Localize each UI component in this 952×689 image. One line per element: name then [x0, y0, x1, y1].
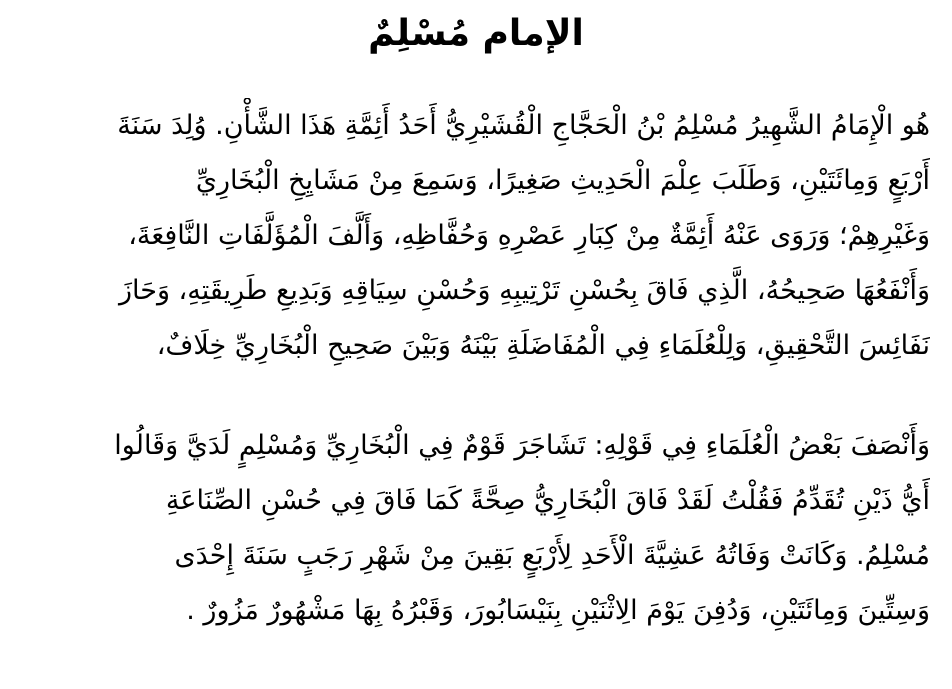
paragraph-biography — [20, 98, 930, 373]
text-line: هُو الْإِمَامُ الشَّهِيرُ مُسْلِمُ بْنُ الْحَجَّاجِ الْقُشَيْرِيُّ أَحَدُ أَئِمَّةِ هَذَا الشَّأْنِ. وُلِدَ سَنَةَ — [117, 110, 930, 141]
text-line: أَرْبَعٍ وَمِائَتَيْنِ، وَطَلَبَ عِلْمَ الْحَدِيثِ صَغِيرًا، وَسَمِعَ مِنْ مَشَايِخِ الْبُخَارِيِّ — [195, 165, 930, 196]
text-line: مُسْلِمُ. وَكَانَتْ وَفَاتُهُ عَشِيَّةَ الْأَحَدِ لِأَرْبَعٍ بَقِينَ مِنْ شَهْرِ رَجَبٍ سَنَةَ إِحْدَى — [174, 540, 930, 571]
text-line: وَأَنْفَعُهَا صَحِيحُهُ، الَّذِي فَاقَ بِحُسْنِ تَرْتِيبِهِ وَحُسْنِ سِيَاقِهِ وَبَدِيعِ طَرِيقَتِهِ، وَحَازَ — [118, 275, 930, 306]
paragraph-verdict-and-death — [20, 418, 930, 638]
document-title: الإمام مُسْلِمٌ — [368, 13, 584, 54]
text-line: وَسِتِّينَ وَمِائَتَيْنِ، وَدُفِنَ يَوْمَ الِاثْنَيْنِ بِنَيْسَابُورَ، وَقَبْرُهُ بِهَا مَشْهُورٌ مَزُورٌ . — [186, 595, 930, 626]
text-line: وَغَيْرِهِمْ؛ وَرَوَى عَنْهُ أَئِمَّةٌ مِنْ كِبَارِ عَصْرِهِ وَحُفَّاظِهِ، وَأَلَّفَ الْمُؤَلَّفَاتِ النَّافِعَةَ، — [128, 220, 930, 251]
text-line: نَفَائِسَ التَّحْقِيقِ، وَلِلْعُلَمَاءِ فِي الْمُفَاضَلَةِ بَيْنَهُ وَبَيْنَ صَحِيحِ الْبُخَارِيِّ خِلَافٌ، — [156, 330, 930, 361]
text-line: أَيُّ ذَيْنِ تُقَدِّمُ فَقُلْتُ لَقَدْ فَاقَ الْبُخَارِيُّ صِحَّةً كَمَا فَاقَ فِي حُسْنِ الصِّنَاعَةِ — [165, 485, 930, 516]
text-line: وَأَنْصَفَ بَعْضُ الْعُلَمَاءِ فِي قَوْلِهِ: تَشَاجَرَ قَوْمٌ فِي الْبُخَارِيِّ وَمُسْلِمٍ لَدَيَّ وَقَالُوا — [114, 430, 930, 461]
